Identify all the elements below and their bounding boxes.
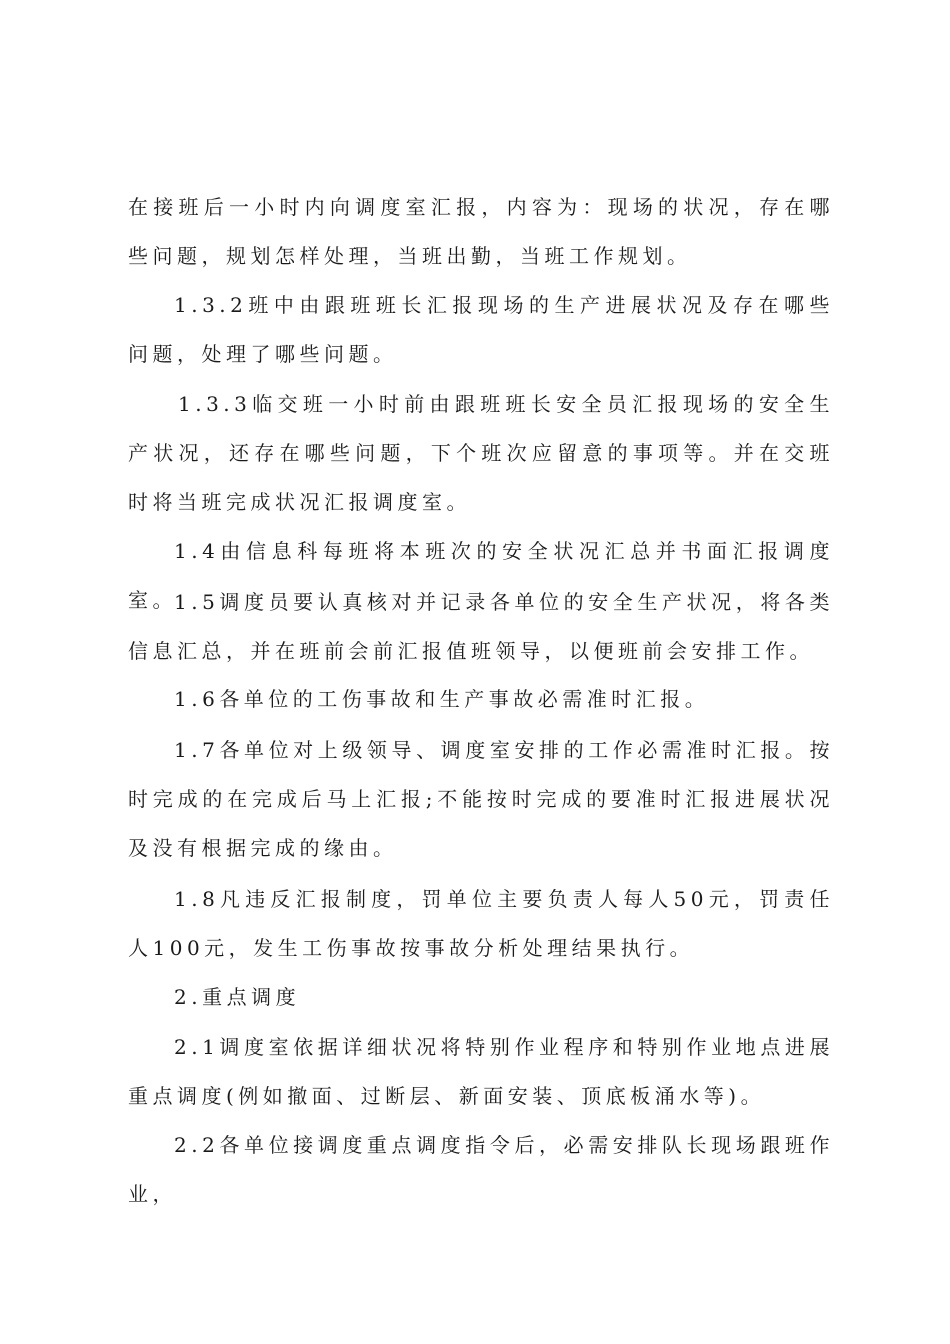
- section-heading-2: 2.重点调度: [174, 985, 301, 1009]
- paragraph-1-3-3: 1.3.3临交班一小时前由跟班班长安全员汇报现场的安全生产状况，还存在哪些问题，下个班次应留意的事项等。并在交班时将当班完成状况汇报调度室。: [128, 392, 834, 514]
- paragraph-2-2: 2.2各单位接调度重点调度指令后，必需安排队长现场跟班作业，: [128, 1133, 834, 1206]
- paragraph-1-8: 1.8凡违反汇报制度，罚单位主要负责人每人50元，罚责任人100元，发生工伤事故按事故分析处理结果执行。: [128, 887, 834, 960]
- paragraph-1-3-2: 1.3.2班中由跟班班长汇报现场的生产进展状况及存在哪些问题，处理了哪些问题。: [128, 293, 834, 366]
- paragraph-1-4: 1.4由信息科每班将本班次的安全状况汇总并书面汇报调度室。: [128, 539, 834, 612]
- paragraph-1-7: 1.7各单位对上级领导、调度室安排的工作必需准时汇报。按时完成的在完成后马上汇报;不能按时完成的要准时汇报进展状况及没有根据完成的缘由。: [128, 738, 834, 860]
- paragraph-1-6: 1.6各单位的工伤事故和生产事故必需准时汇报。: [174, 687, 710, 711]
- paragraph-2-1: 2.1调度室依据详细状况将特别作业程序和特别作业地点进展重点调度(例如撤面、过断层、新面安装、顶底板涌水等)。: [128, 1035, 834, 1108]
- paragraph-report-content: 在接班后一小时内向调度室汇报，内容为：现场的状况，存在哪些问题，规划怎样处理，当班出勤，当班工作规划。: [128, 195, 834, 268]
- paragraph-1-5: 1.5调度员要认真核对并记录各单位的安全生产状况，将各类信息汇总，并在班前会前汇报值班领导，以便班前会安排工作。: [128, 590, 834, 663]
